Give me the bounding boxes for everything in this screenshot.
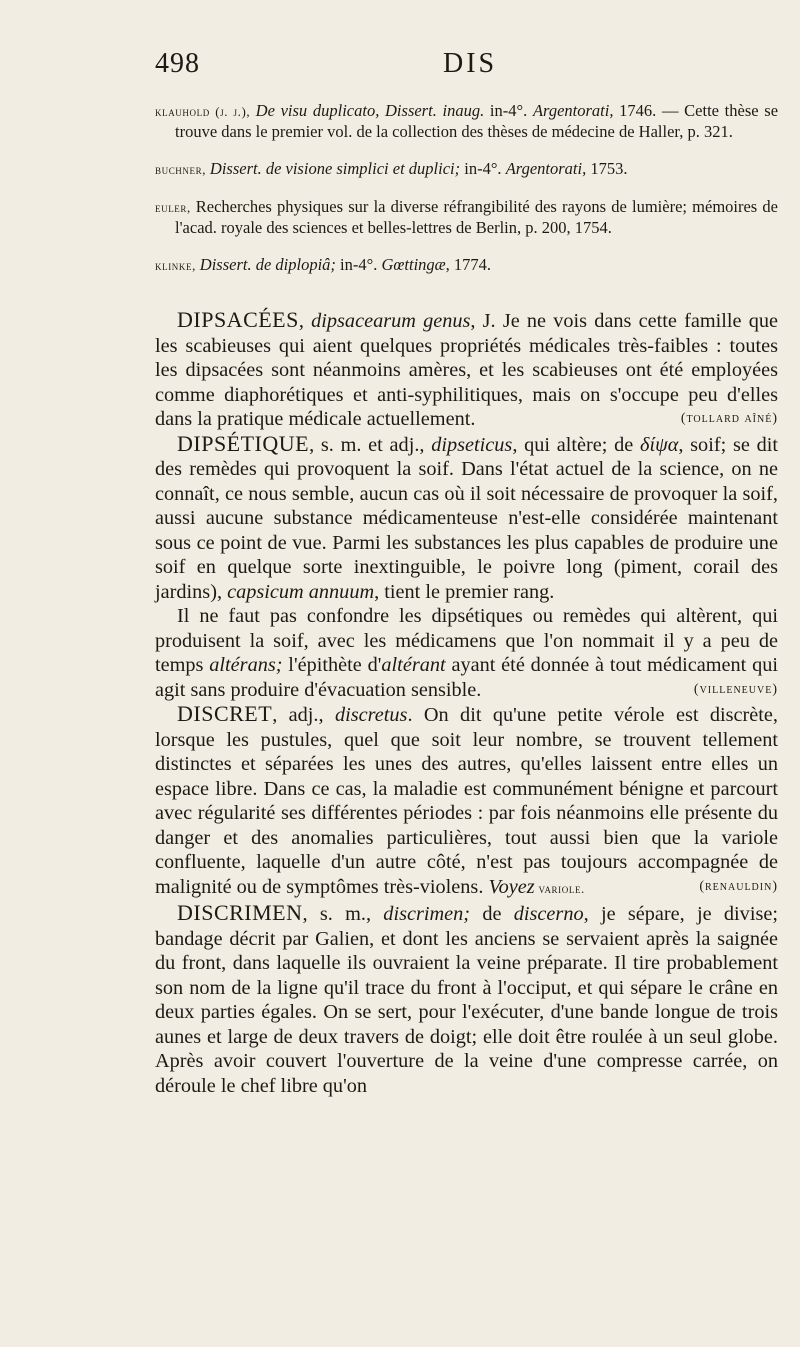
entry-text: , je sépare, je divise; bandage décrit par Galien, et dont les anciens se servaient après la saignée du front, dans laquelle ils ouvraient la veine préparate. Il tire probablement son nom de la ligne qu'il trace du front à l'occiput, et qui sépare le crâne en deux parties égales. On se sert, pour l'exécuter, d'une bande longue de trois aunes et large de deux travers de doigt; elle doit être roulée à un seul globe. Après avoir couvert l'ouverture de la veine d'une compresse carrée, on déroule le chef libre qu'on xyxy=(155,903,778,1097)
entry-latin-2: discerno xyxy=(513,903,584,926)
entry-latin: dipsacearum genus xyxy=(311,310,471,333)
entry-latin: discretus xyxy=(334,704,408,727)
reference-place: Argentorati, xyxy=(505,158,587,178)
reference-format: in-4°. xyxy=(460,158,506,178)
reference-author: klinke, xyxy=(155,258,200,274)
reference-tail: 1774. xyxy=(449,255,492,275)
bibliography xyxy=(155,101,778,277)
reference-tail: 1746. — Cette thèse se trouve dans le premier vol. de la collection des thèses de médecine de Haller, p. 321. xyxy=(175,100,779,141)
entry-discret xyxy=(155,702,778,901)
reference-item xyxy=(155,101,778,143)
reference-format: in-4°. xyxy=(335,255,382,275)
entry-italic: altérant xyxy=(381,654,446,677)
entry-dipsetique-para2 xyxy=(155,604,778,702)
reference-author: buchner, xyxy=(155,161,210,177)
page-number: 498 xyxy=(155,48,200,79)
entry-gram: , adj., xyxy=(272,704,335,727)
running-head: DIS xyxy=(443,48,498,79)
reference-title: Dissert. de visione simplici et duplici; xyxy=(209,158,461,178)
entry-gram: , s. m., xyxy=(302,903,384,926)
entry-dipsacees: DIPSACÉES, dipsacearum genus, J. Je ne vois dans cette famille que les scabieuses qui aient quelques propriétés médicales très-faibles : toutes les dipsacées sont néanmoins amères, et les scabieuses ont été employées comme diaphorétiques et anti-syphilitiques, mais on s'occupe peu d'elles dans la pratique médicale actuellement. (tollard aîné) xyxy=(155,307,778,431)
entry-headword: DIPSÉTIQUE xyxy=(177,430,310,456)
entry-latin: dipseticus xyxy=(431,433,513,456)
page-header xyxy=(155,48,778,84)
reference-title: De visu duplicato, Dissert. inaug. xyxy=(255,100,485,120)
entry-text: , J. Je ne vois dans cette famille que les scabieuses qui aient quelques propriétés médicales très-faibles : toutes les dipsacées sont néanmoins amères, et les scabieuses ont été employées comme diaphorétiques et anti-syphilitiques, mais on s'occupe peu d'elles dans la pratique médicale actuellement. xyxy=(155,310,778,431)
entry-text: Il ne faut pas confondre les dipsétiques ou remèdes qui altèrent, qui produisent la soif, avec les médicamens que l'on nommait il y a peu de temps xyxy=(155,605,778,677)
entry-signature: (renauldin) xyxy=(699,878,778,894)
reference-item xyxy=(155,159,778,180)
reference-title: Dissert. de diplopiâ; xyxy=(199,255,336,275)
entry-headword: DISCRIMEN xyxy=(177,900,303,926)
reference-place: Argentorati, xyxy=(532,100,614,120)
entry-cross-reference: variole. xyxy=(534,880,585,896)
entry-text: , tient le premier rang. xyxy=(374,580,555,603)
entry-headword: DIPSACÉES xyxy=(177,307,299,333)
entry-greek: δίψα xyxy=(640,433,679,456)
reference-place: Gœttingæ, xyxy=(381,255,450,275)
reference-tail: 1753. xyxy=(586,158,628,178)
reference-format: in-4°. xyxy=(484,100,533,120)
entry-signature: (tollard aîné) xyxy=(680,411,778,427)
entry-text: , qui altère; de xyxy=(512,433,641,456)
entry-latin-2: capsicum annuum xyxy=(227,580,375,603)
dictionary-entries xyxy=(155,308,778,1098)
entry-dipsetique xyxy=(155,432,778,605)
entry-italic: altérans; xyxy=(209,654,283,677)
reference-format: Recherches physiques sur la diverse réfrangibilité des rayons de lumière; mémoires de l'acad. royale des sciences et belles-lettres de Berlin, p. 200, 1754. xyxy=(175,196,779,238)
reference-author: euler, xyxy=(155,199,196,215)
entry-text: . On dit qu'une petite vérole est discrète, lorsque les pustules, quel que soit leur nombre, se trouvent tellement distinctes et séparées les unes des autres, qu'elles laissent entre elles un espace libre. Dans ce cas, la maladie est communément bénigne et parcourt avec régularité ses différentes périodes : par fois néanmoins elle présente du danger et des anomalies particulières, tout aussi bien que la variole confluente, laquelle d'un autre côté, n'est pas toujours accompagnée de malignité ou de symptômes très-violens. xyxy=(155,704,778,898)
entry-voyez: Voyez xyxy=(488,875,535,898)
reference-item xyxy=(155,255,778,276)
entry-gram: , s. m. et adj., xyxy=(309,433,432,456)
entry-discrimen xyxy=(155,901,778,1098)
entry-text: l'épithète d' xyxy=(282,654,382,677)
entry-headword: DISCRET xyxy=(177,701,273,727)
entry-text: de xyxy=(470,903,514,926)
reference-item xyxy=(155,197,778,239)
entry-text: , soif; se dit des remèdes qui provoquent la soif. Dans l'état actuel de la science, on ne connaît, ce nous semble, aucun cas où il soit nécessaire de provoquer la soif, aussi aucune substance médicamenteuse n'est-elle considérée maintenant sous ce point de vue. Parmi les substances les plus capables de produire une soif en quelque sorte inextinguible, le poivre long (piment, corail des jardins), xyxy=(155,433,778,603)
entry-latin: discrimen; xyxy=(383,903,471,926)
reference-author: klauhold (j. j.), xyxy=(155,103,256,119)
entry-text: ayant été donnée à tout médicament qui agit sans produire d'évacuation sensible. xyxy=(155,654,779,701)
entry-signature: (villeneuve) xyxy=(693,681,778,697)
